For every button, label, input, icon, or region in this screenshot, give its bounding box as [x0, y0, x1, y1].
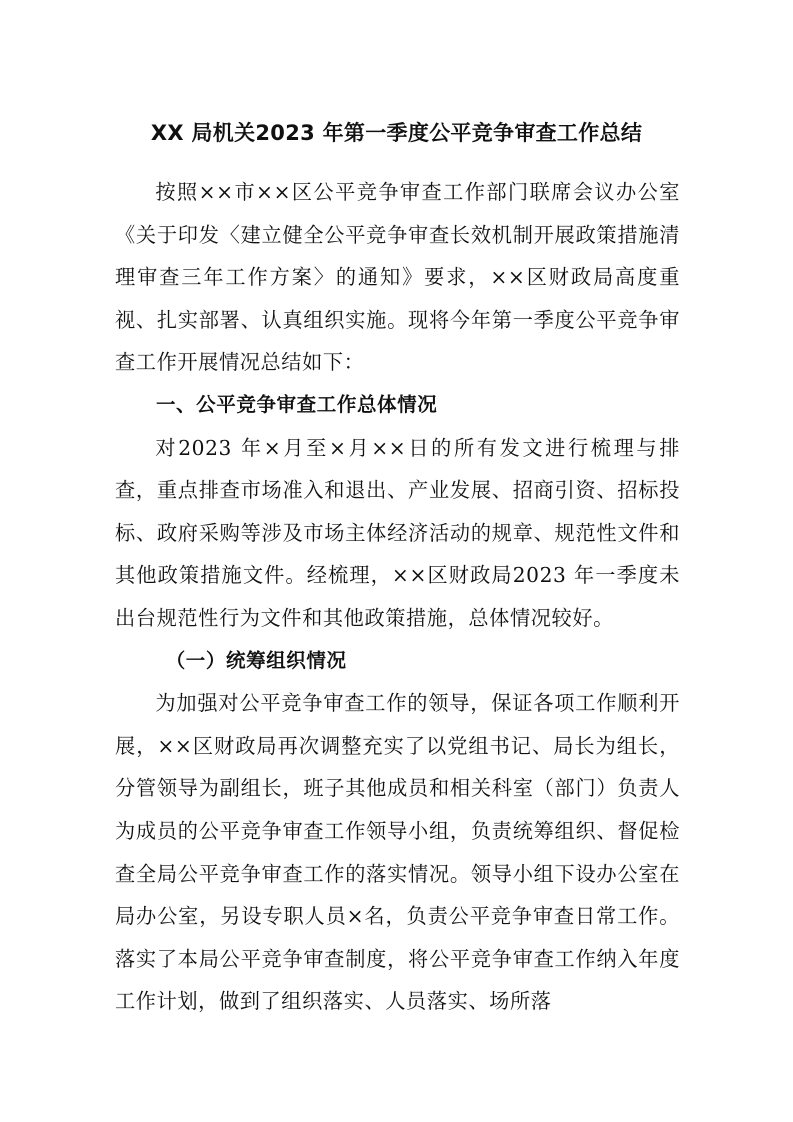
organization-paragraph: 为加强对公平竞争审查工作的领导，保证各项工作顺利开展，××区财政局再次调整充实了以党组书记、局长为组长，分管领导为副组长，班子其他成员和相关科室（部门）负责人为成员的公平竞争审查工作领导小组，负责统筹组织、督促检查全局公平竞争审查工作的落实情况。领导小组下设办公室在局办公室，另设专职人员×名，负责公平竞争审查日常工作。落实了本局公平竞争审查制度，将公平竞争审查工作纳入年度工作计划，做到了组织落实、人员落实、场所落	[115, 691, 680, 1014]
document-body	[115, 171, 680, 1023]
overview-paragraph: 对2023 年×月至×月××日的所有发文进行梳理与排查，重点排查市场准入和退出、产业发展、招商引资、招标投标、政府采购等涉及市场主体经济活动的规章、规范性文件和其他政策措施文件。经梳理，××区财政局2023 年一季度未出台规范性行为文件和其他政策措施，总体情况较好。	[115, 435, 680, 630]
section-heading-overview: 一、公平竞争审查工作总体情况	[155, 392, 438, 416]
subsection-heading-organization: （一）统筹组织情况	[165, 648, 347, 672]
document-title: XX 局机关2023 年第一季度公平竞争审查工作总结	[150, 121, 643, 145]
intro-paragraph: 按照××市××区公平竞争审查工作部门联席会议办公室《关于印发〈建立健全公平竞争审查长效机制开展政策措施清理审查三年工作方案〉的通知》要求，××区财政局高度重视、扎实部署、认真组织实施。现将今年第一季度公平竞争审查工作开展情况总结如下：	[115, 180, 680, 375]
